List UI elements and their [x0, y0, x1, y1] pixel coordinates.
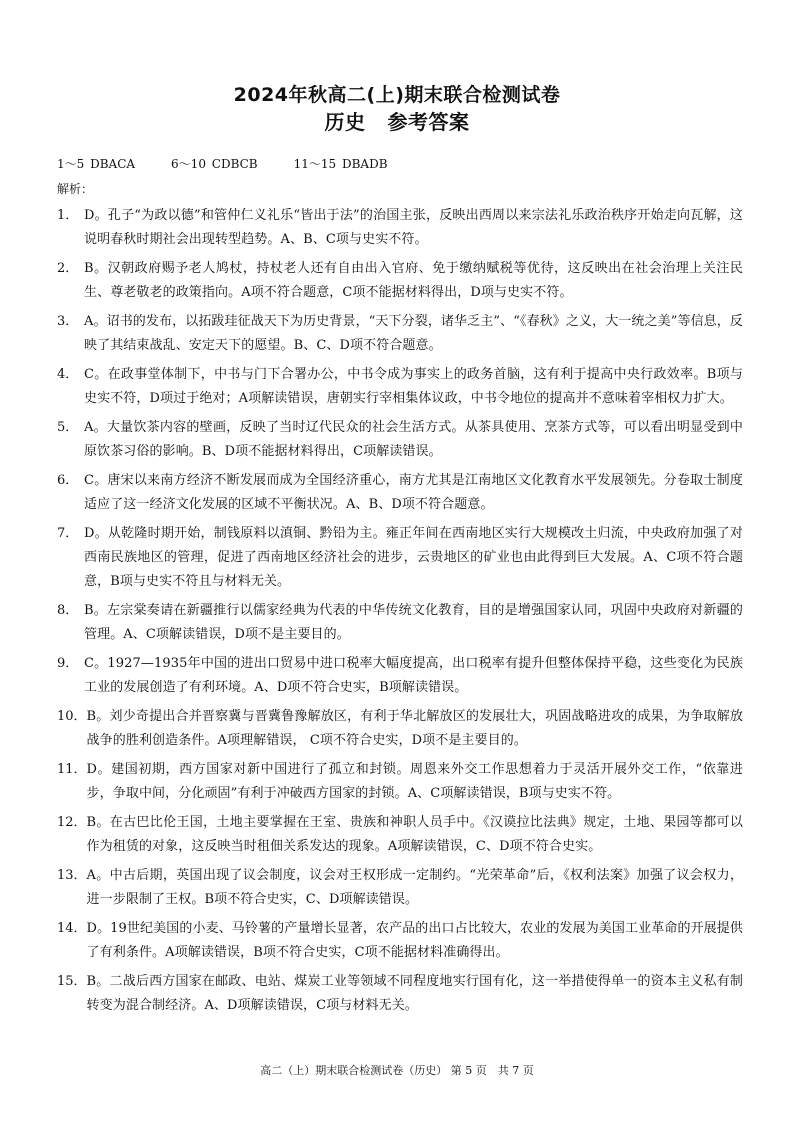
analysis-list — [57, 204, 743, 1023]
analysis-item — [57, 599, 743, 647]
analysis-item — [57, 257, 743, 305]
subject-label: 历史 — [324, 110, 366, 134]
item-text: B。左宗棠奏请在新疆推行以儒家经典为代表的中华传统文化教育，目的是增强国家认同，巩固中央政府对新疆的管理。A、C项解读错误，D项不是主要目的。 — [84, 603, 743, 642]
item-text: B。刘少奇提出合并晋察冀与晋冀鲁豫解放区，有利于华北解放区的发展壮大，巩固战略进攻的成果，为争取解放战争的胜利创造条件。A项理解错误， C项不符合史实，D项不是主要目的。 — [86, 709, 743, 748]
item-text: C。在政事堂体制下，中书与门下合署办公，中书令成为事实上的政务首脑，这有利于提高中央行政效率。B项与史实不符，D项过于绝对；A项解读错误，唐朝实行宰相集体议政，中书令地位的提高并不意味着宰相权力扩大。 — [84, 367, 743, 406]
item-text: B。在古巴比伦王国，土地主要掌握在王室、贵族和神职人员手中。《汉谟拉比法典》规定，土地、果园等都可以作为租赁的对象，这反映当时租佃关系发达的现象。A项解读错误，C、D项不符合史实。 — [86, 815, 743, 854]
item-text: C。唐宋以来南方经济不断发展而成为全国经济重心，南方尤其是江南地区文化教育水平发展领先。分卷取士制度适应了这一经济文化发展的区域不平衡状况。A、B、D项不符合题意。 — [84, 473, 743, 512]
item-number: 11． — [57, 762, 87, 777]
answer-summary — [57, 155, 424, 172]
analysis-heading: 解析： — [57, 182, 94, 196]
item-number: 1． — [57, 208, 79, 223]
item-number: 14． — [57, 921, 87, 936]
answer-group-3: 11～15 DBADB — [293, 157, 388, 171]
page-footer: 高二（上）期末联合检测试卷（历史） 第 5 页 共 7 页 — [260, 1064, 534, 1077]
item-text: A。中古后期，英国出现了议会制度，议会对王权形成一定制约。“光荣革命”后，《权利法案》加强了议会权力，进一步限制了王权。B项不符合史实，C、D项解读错误。 — [86, 868, 743, 907]
item-number: 6． — [57, 473, 79, 488]
item-number: 15． — [57, 974, 87, 989]
answer-group-2: 6～10 CDBCB — [171, 157, 258, 171]
item-number: 13． — [57, 868, 87, 883]
analysis-item — [57, 864, 743, 912]
page-subtitle — [0, 106, 794, 135]
item-text: A。诏书的发布，以拓跋珪征战天下为历史背景，“天下分裂，诸华乏主”、“《春秋》之义，大一统之美”等信息，反映了其结束战乱、安定天下的愿望。B、C、D项不符合题意。 — [84, 314, 743, 353]
item-number: 12． — [57, 815, 87, 830]
analysis-item — [57, 970, 743, 1018]
item-number: 2． — [57, 261, 79, 276]
answer-group-1: 1～5 DBACA — [57, 157, 136, 171]
item-text: A。大量饮茶内容的壁画，反映了当时辽代民众的社会生活方式。从茶具使用、烹茶方式等，可以看出明显受到中原饮茶习俗的影响。B、D项不能据材料得出，C项解读错误。 — [84, 420, 743, 459]
analysis-item — [57, 522, 743, 594]
answer-key-label: 参考答案 — [387, 110, 470, 134]
analysis-item — [57, 917, 743, 965]
analysis-item — [57, 758, 743, 806]
analysis-item — [57, 416, 743, 464]
page-title: 2024年秋高二(上)期末联合检测试卷 — [233, 84, 561, 106]
item-text: D。19世纪美国的小麦、马铃薯的产量增长显著，农产品的出口占比较大，农业的发展为美国工业革命的开展提供了有利条件。A项解读错误，B项不符合史实，C项不能据材料准确得出。 — [86, 921, 743, 960]
item-text: B。二战后西方国家在邮政、电站、煤炭工业等领域不同程度地实行国有化，这一举措使得单一的资本主义私有制转变为混合制经济。A、D项解读错误，C项与材料无关。 — [86, 974, 743, 1013]
item-number: 4． — [57, 367, 79, 382]
analysis-item — [57, 204, 743, 252]
item-text: D。孔子“为政以德”和管仲仁义礼乐“皆出于法”的治国主张，反映出西周以来宗法礼乐政治秩序开始走向瓦解，这说明春秋时期社会出现转型趋势。A、B、C项与史实不符。 — [84, 208, 743, 247]
item-text: D。从乾隆时期开始，制钱原料以滇铜、黔铅为主。雍正年间在西南地区实行大规模改土归流，中央政府加强了对西南民族地区的管理，促进了西南地区经济社会的进步，云贵地区的矿业也由此得到巨大发展。A、C项不符合题意，B项与史实不符且与材料无关。 — [84, 526, 743, 589]
item-text: C。1927—1935年中国的进出口贸易中进口税率大幅度提高，出口税率有提升但整体保持平稳，这些变化为民族工业的发展创造了有利环境。A、D项不符合史实，B项解读错误。 — [84, 656, 743, 695]
item-number: 8． — [57, 603, 79, 618]
item-number: 10． — [57, 709, 87, 724]
analysis-item — [57, 469, 743, 517]
analysis-item — [57, 811, 743, 859]
analysis-item — [57, 363, 743, 411]
item-number: 5． — [57, 420, 79, 435]
item-number: 9． — [57, 656, 79, 671]
item-text: B。汉朝政府赐予老人鸠杖，持杖老人还有自由出入官府、免于缴纳赋税等优待，这反映出在社会治理上关注民生、尊老敬老的政策指向。A项不符合题意，C项不能据材料得出，D项与史实不符。 — [84, 261, 743, 300]
item-text: D。建国初期，西方国家对新中国进行了孤立和封锁。周恩来外交工作思想着力于灵活开展外交工作，“依靠进步，争取中间，分化顽固”有利于冲破西方国家的封锁。A、C项解读错误，B项与史实不符。 — [86, 762, 743, 801]
item-number: 7． — [57, 526, 79, 541]
analysis-item — [57, 652, 743, 700]
analysis-item — [57, 310, 743, 358]
analysis-item — [57, 705, 743, 753]
item-number: 3． — [57, 314, 79, 329]
